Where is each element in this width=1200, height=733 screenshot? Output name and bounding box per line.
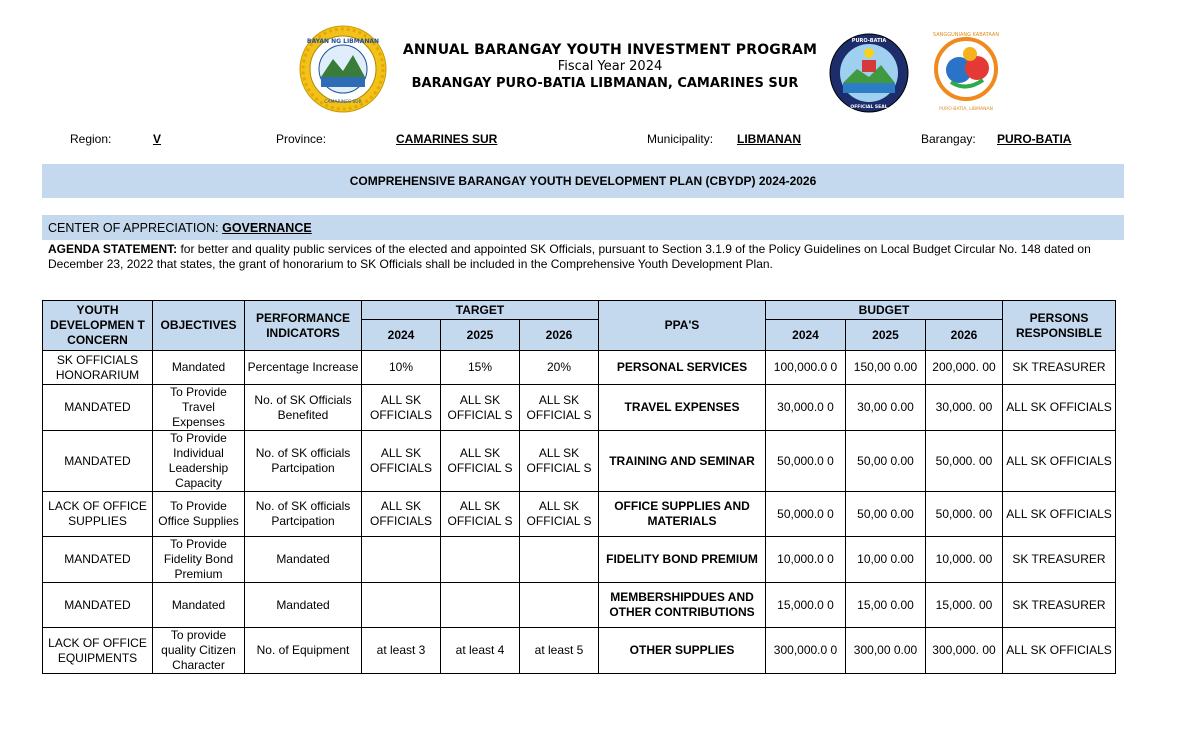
- cell-ppa: FIDELITY BOND PREMIUM: [599, 537, 766, 583]
- region-label: Region:: [70, 132, 112, 146]
- cell-objective: To Provide Travel Expenses: [153, 385, 245, 431]
- cell-target-2024: ALL SK OFFICIALS: [362, 492, 441, 537]
- svg-text:SANGGUNIANG KABATAAN: SANGGUNIANG KABATAAN: [932, 32, 1000, 38]
- sangguniang-kabataan-logo: [921, 24, 1011, 114]
- cell-target-2025: ALL SK OFFICIAL S: [441, 431, 520, 492]
- cell-ppa: OFFICE SUPPLIES AND MATERIALS: [599, 492, 766, 537]
- header-budget-2025: 2025: [846, 320, 926, 351]
- cell-indicator: No. of SK officials Partcipation: [245, 431, 362, 492]
- cell-concern: MANDATED: [43, 583, 153, 628]
- province-label: Province:: [276, 132, 327, 146]
- cell-budget-2025: 10,00 0.00: [846, 537, 926, 583]
- cell-budget-2025: 15,00 0.00: [846, 583, 926, 628]
- cell-target-2025: [441, 583, 520, 628]
- barangay-official-seal-logo: [829, 33, 909, 113]
- cell-target-2025: ALL SK OFFICIAL S: [441, 492, 520, 537]
- cell-budget-2024: 15,000.0 0: [766, 583, 846, 628]
- cell-ppa: TRAINING AND SEMINAR: [599, 431, 766, 492]
- svg-text:OFFICIAL SEAL: OFFICIAL SEAL: [850, 105, 888, 110]
- cell-indicator: Mandated: [245, 583, 362, 628]
- cell-indicator: Mandated: [245, 537, 362, 583]
- cell-person: SK TREASURER: [1003, 583, 1116, 628]
- cell-target-2025: at least 4: [441, 628, 520, 674]
- cell-target-2025: [441, 537, 520, 583]
- cell-target-2026: ALL SK OFFICIAL S: [520, 385, 599, 431]
- table-row: [43, 351, 1116, 385]
- cell-ppa: TRAVEL EXPENSES: [599, 385, 766, 431]
- center-label: CENTER OF APPRECIATION:: [48, 220, 219, 235]
- center-of-appreciation: [42, 215, 1124, 240]
- cell-concern: LACK OF OFFICE SUPPLIES: [43, 492, 153, 537]
- barangay-label: Barangay:: [921, 132, 976, 146]
- cell-objective: To provide quality Citizen Character: [153, 628, 245, 674]
- cell-target-2024: [362, 583, 441, 628]
- cell-target-2024: at least 3: [362, 628, 441, 674]
- cell-budget-2024: 50,000.0 0: [766, 492, 846, 537]
- cell-indicator: No. of SK officials Partcipation: [245, 492, 362, 537]
- cell-budget-2025: 50,00 0.00: [846, 492, 926, 537]
- document-header: [380, 42, 840, 92]
- svg-text:BAYAN NG LIBMANAN: BAYAN NG LIBMANAN: [306, 38, 380, 45]
- header-ppas: PPA'S: [599, 301, 766, 351]
- cell-ppa: PERSONAL SERVICES: [599, 351, 766, 385]
- cell-person: ALL SK OFFICIALS: [1003, 628, 1116, 674]
- cell-target-2026: at least 5: [520, 628, 599, 674]
- cell-budget-2024: 100,000.0 0: [766, 351, 846, 385]
- region-value: V: [153, 132, 162, 146]
- header-budget: BUDGET: [766, 301, 1003, 320]
- cell-budget-2025: 30,00 0.00: [846, 385, 926, 431]
- cell-budget-2024: 30,000.0 0: [766, 385, 846, 431]
- cell-budget-2024: 300,000.0 0: [766, 628, 846, 674]
- cell-target-2026: 20%: [520, 351, 599, 385]
- table-row: [43, 431, 1116, 492]
- cell-target-2026: [520, 537, 599, 583]
- municipality-value: LIBMANAN: [737, 132, 801, 146]
- cell-budget-2025: 300,00 0.00: [846, 628, 926, 674]
- cell-concern: MANDATED: [43, 385, 153, 431]
- header-target: TARGET: [362, 301, 599, 320]
- cell-indicator: No. of Equipment: [245, 628, 362, 674]
- cell-concern: MANDATED: [43, 431, 153, 492]
- cell-target-2026: ALL SK OFFICIAL S: [520, 492, 599, 537]
- agenda-text: for better and quality public services of the elected and appointed SK Officials, pursuant to Section 3.1.9 of the Policy Guidelines on Local Budget Circular No. 148 dated on December 23, 2022 that states, the grant of honorarium to SK Officials shall be included in the Comprehensive Youth Development Plan.: [48, 242, 1091, 271]
- barangay-value: PURO-BATIA: [997, 132, 1072, 146]
- table-row: [43, 628, 1116, 674]
- header-concern: YOUTH DEVELOPMEN T CONCERN: [43, 301, 153, 351]
- cbydp-banner: [42, 164, 1124, 198]
- cell-target-2024: 10%: [362, 351, 441, 385]
- province-value: CAMARINES SUR: [396, 132, 498, 146]
- cell-person: ALL SK OFFICIALS: [1003, 492, 1116, 537]
- cbydp-title: COMPREHENSIVE BARANGAY YOUTH DEVELOPMENT PLAN (CBYDP) 2024-2026: [349, 174, 817, 188]
- table-row: [43, 537, 1116, 583]
- header-target-2025: 2025: [441, 320, 520, 351]
- center-value: GOVERNANCE: [222, 220, 312, 235]
- barangay-line: BARANGAY PURO-BATIA LIBMANAN, CAMARINES SUR: [411, 76, 799, 91]
- cell-concern: SK OFFICIALS HONORARIUM: [43, 351, 153, 385]
- table-row: [43, 492, 1116, 537]
- cell-budget-2026: 15,000. 00: [926, 583, 1003, 628]
- table-row: [43, 385, 1116, 431]
- cell-concern: MANDATED: [43, 537, 153, 583]
- program-title: ANNUAL BARANGAY YOUTH INVESTMENT PROGRAM: [402, 42, 818, 58]
- agenda-statement: [48, 242, 1118, 272]
- cell-budget-2026: 10,000. 00: [926, 537, 1003, 583]
- cell-target-2024: ALL SK OFFICIALS: [362, 431, 441, 492]
- cell-target-2026: ALL SK OFFICIAL S: [520, 431, 599, 492]
- header-target-2026: 2026: [520, 320, 599, 351]
- cell-concern: LACK OF OFFICE EQUIPMENTS: [43, 628, 153, 674]
- cell-ppa: OTHER SUPPLIES: [599, 628, 766, 674]
- svg-text:PURO-BATIA: PURO-BATIA: [851, 38, 887, 44]
- cell-objective: To Provide Fidelity Bond Premium: [153, 537, 245, 583]
- cell-target-2024: ALL SK OFFICIALS: [362, 385, 441, 431]
- header-budget-2026: 2026: [926, 320, 1003, 351]
- fiscal-year: Fiscal Year 2024: [557, 59, 663, 74]
- cell-budget-2026: 30,000. 00: [926, 385, 1003, 431]
- cell-objective: To Provide Office Supplies: [153, 492, 245, 537]
- cell-budget-2024: 50,000.0 0: [766, 431, 846, 492]
- header-indicators: PERFORMANCE INDICATORS: [245, 301, 362, 351]
- cell-budget-2026: 200,000. 00: [926, 351, 1003, 385]
- header-target-2024: 2024: [362, 320, 441, 351]
- cbydp-table: [42, 300, 1116, 674]
- cell-person: ALL SK OFFICIALS: [1003, 431, 1116, 492]
- cell-budget-2026: 300,000. 00: [926, 628, 1003, 674]
- agenda-label: AGENDA STATEMENT:: [48, 242, 178, 256]
- municipality-label: Municipality:: [647, 132, 714, 146]
- svg-text:PURO-BATIA, LIBMANAN: PURO-BATIA, LIBMANAN: [939, 107, 993, 112]
- cell-objective: Mandated: [153, 583, 245, 628]
- header-objectives: OBJECTIVES: [153, 301, 245, 351]
- cell-objective: To Provide Individual Leadership Capacity: [153, 431, 245, 492]
- cell-person: ALL SK OFFICIALS: [1003, 385, 1116, 431]
- cell-target-2024: [362, 537, 441, 583]
- libmanan-seal-logo: [299, 25, 387, 113]
- cell-budget-2025: 50,00 0.00: [846, 431, 926, 492]
- cell-budget-2026: 50,000. 00: [926, 431, 1003, 492]
- cell-target-2025: 15%: [441, 351, 520, 385]
- cell-objective: Mandated: [153, 351, 245, 385]
- header-persons: PERSONS RESPONSIBLE: [1003, 301, 1116, 351]
- cell-target-2025: ALL SK OFFICIAL S: [441, 385, 520, 431]
- cell-target-2026: [520, 583, 599, 628]
- cell-budget-2026: 50,000. 00: [926, 492, 1003, 537]
- cell-person: SK TREASURER: [1003, 537, 1116, 583]
- table-row: [43, 583, 1116, 628]
- cell-indicator: No. of SK Officials Benefited: [245, 385, 362, 431]
- svg-text:CAMARINES SUR: CAMARINES SUR: [324, 100, 362, 105]
- cell-person: SK TREASURER: [1003, 351, 1116, 385]
- header-budget-2024: 2024: [766, 320, 846, 351]
- cell-budget-2025: 150,00 0.00: [846, 351, 926, 385]
- cell-budget-2024: 10,000.0 0: [766, 537, 846, 583]
- cell-ppa: MEMBERSHIPDUES AND OTHER CONTRIBUTIONS: [599, 583, 766, 628]
- cell-indicator: Percentage Increase: [245, 351, 362, 385]
